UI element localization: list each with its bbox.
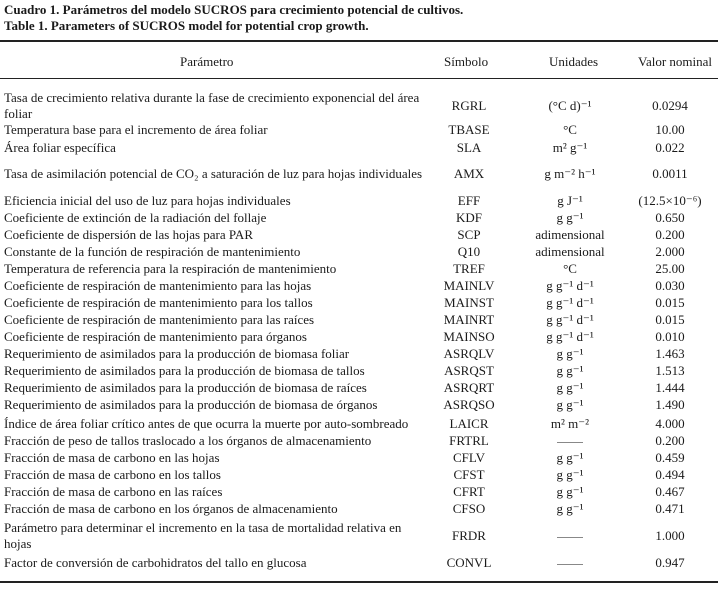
cell-parametro: Fracción de masa de carbono en las raíces — [4, 484, 223, 499]
cell-parametro: Área foliar específica — [4, 140, 116, 155]
cell-parametro: Parámetro para determinar el incremento en la tasa de mortalidad relativa en hojas — [4, 520, 402, 551]
cell-valor-nominal: 0.0294 — [652, 98, 688, 113]
cell-unidades: m² m⁻² — [550, 416, 590, 431]
cell-parametro: Factor de conversión de carbohidratos del tallo en glucosa — [4, 555, 307, 570]
caption-english: Table 1. Parameters of SUCROS model for potential crop growth. — [4, 18, 369, 33]
table-caption — [4, 2, 463, 34]
cell-unidades: adimensional — [535, 244, 605, 259]
cell-unidades-dash — [524, 433, 616, 449]
cell-simbolo: CFRT — [453, 484, 485, 499]
dash-line — [557, 442, 583, 443]
cell-unidades-dash — [524, 555, 616, 571]
cell-parametro: Requerimiento de asimilados para la producción de biomasa de raíces — [4, 380, 367, 395]
cell-unidades: g g⁻¹ — [556, 363, 584, 378]
cell-unidades: g g⁻¹ — [556, 450, 584, 465]
cell-valor-nominal: 4.000 — [655, 416, 685, 431]
cell-unidades: g g⁻¹ d⁻¹ — [546, 312, 594, 327]
cell-parametro: Coeficiente de extinción de la radiación del follaje — [4, 210, 267, 225]
cell-valor-nominal: (12.5×10⁻⁶) — [638, 193, 702, 208]
cell-simbolo: CFST — [453, 467, 485, 482]
caption-spanish: Cuadro 1. Parámetros del modelo SUCROS para crecimiento potencial de cultivos. — [4, 2, 464, 17]
cell-valor-nominal: 0.947 — [655, 555, 685, 570]
cell-unidades: g g⁻¹ — [556, 397, 584, 412]
header-simbolo: Símbolo — [444, 54, 489, 69]
cell-valor-nominal: 0.459 — [655, 450, 685, 465]
cell-unidades: g J⁻¹ — [557, 193, 583, 208]
cell-unidades: g g⁻¹ — [556, 501, 584, 516]
cell-simbolo: KDF — [455, 210, 482, 225]
cell-unidades: g g⁻¹ — [556, 346, 584, 361]
header-unidades: Unidades — [549, 54, 599, 69]
cell-valor-nominal: 0.471 — [655, 501, 685, 516]
cell-simbolo: AMX — [453, 166, 485, 181]
cell-valor-nominal: 1.444 — [655, 380, 685, 395]
cell-parametro: Coeficiente de respiración de mantenimiento para las hojas — [4, 278, 312, 293]
cell-valor-nominal: 0.467 — [655, 484, 685, 499]
top-rule — [0, 40, 718, 42]
cell-valor-nominal: 0.200 — [655, 433, 685, 448]
cell-simbolo: MAINSO — [443, 329, 495, 344]
cell-valor-nominal: 2.000 — [655, 244, 685, 259]
cell-valor-nominal: 10.00 — [655, 122, 685, 137]
cell-valor-nominal: 1.490 — [655, 397, 685, 412]
cell-unidades: g g⁻¹ d⁻¹ — [546, 295, 594, 310]
cell-simbolo: TREF — [453, 261, 485, 276]
cell-unidades: g g⁻¹ — [556, 380, 584, 395]
cell-unidades: g g⁻¹ — [556, 484, 584, 499]
cell-parametro: Coeficiente de dispersión de las hojas para PAR — [4, 227, 253, 242]
cell-unidades: °C — [563, 122, 577, 137]
cell-simbolo: ASRQSO — [443, 397, 495, 412]
cell-simbolo: CFLV — [452, 450, 486, 465]
cell-simbolo: CONVL — [446, 555, 492, 570]
cell-simbolo: EFF — [457, 193, 481, 208]
cell-valor-nominal: 1.513 — [655, 363, 685, 378]
cell-valor-nominal: 0.200 — [655, 227, 685, 242]
cell-parametro: Tasa de asimilación potencial de CO₂ a saturación de luz para hojas individuales — [4, 166, 423, 181]
cell-simbolo: ASRQLV — [443, 346, 495, 361]
cell-simbolo: SLA — [456, 140, 482, 155]
cell-simbolo: FRDR — [452, 528, 486, 543]
bottom-rule — [0, 581, 718, 583]
cell-unidades-dash — [524, 528, 616, 544]
cell-parametro: Coeficiente de respiración de mantenimiento para órganos — [4, 329, 307, 344]
cell-unidades: g g⁻¹ d⁻¹ — [546, 278, 594, 293]
cell-unidades: (°C d)⁻¹ — [548, 98, 592, 113]
cell-simbolo: MAINST — [444, 295, 494, 310]
cell-simbolo: TBASE — [448, 122, 490, 137]
cell-valor-nominal: 0.010 — [655, 329, 685, 344]
cell-parametro: Coeficiente de respiración de mantenimiento para las raíces — [4, 312, 315, 327]
cell-unidades: m² g⁻¹ — [552, 140, 588, 155]
cell-unidades: g g⁻¹ — [556, 467, 584, 482]
cell-valor-nominal: 0.015 — [655, 312, 685, 327]
dash-line — [557, 537, 583, 538]
cell-parametro: Constante de la función de respiración de mantenimiento — [4, 244, 301, 259]
cell-parametro: Índice de área foliar crítico antes de que ocurra la muerte por auto-sombreado — [4, 416, 409, 431]
header-parametro: Parámetro — [180, 54, 234, 69]
cell-parametro: Fracción de masa de carbono en los tallos — [4, 467, 221, 482]
cell-unidades: g m⁻² h⁻¹ — [544, 166, 596, 181]
cell-simbolo: SCP — [457, 227, 481, 242]
cell-simbolo: Q10 — [457, 244, 481, 259]
cell-parametro: Fracción de masa de carbono en los órganos de almacenamiento — [4, 501, 338, 516]
cell-parametro: Fracción de masa de carbono en las hojas — [4, 450, 220, 465]
cell-unidades: °C — [563, 261, 577, 276]
cell-parametro: Coeficiente de respiración de mantenimiento para los tallos — [4, 295, 313, 310]
dash-line — [557, 564, 583, 565]
cell-valor-nominal: 0.494 — [655, 467, 685, 482]
cell-valor-nominal: 1.000 — [655, 528, 685, 543]
header-rule — [0, 78, 718, 79]
cell-simbolo: ASRQRT — [443, 380, 495, 395]
cell-simbolo: RGRL — [451, 98, 487, 113]
cell-valor-nominal: 0.0011 — [652, 166, 688, 181]
header-valor-nominal: Valor nominal — [638, 54, 713, 69]
cell-valor-nominal: 0.650 — [655, 210, 685, 225]
cell-unidades: g g⁻¹ — [556, 210, 584, 225]
cell-parametro: Temperatura de referencia para la respiración de mantenimiento — [4, 261, 337, 276]
cell-parametro: Requerimiento de asimilados para la producción de biomasa foliar — [4, 346, 350, 361]
cell-valor-nominal: 25.00 — [655, 261, 685, 276]
cell-simbolo: CFSO — [452, 501, 486, 516]
cell-simbolo: FRTRL — [449, 433, 489, 448]
cell-parametro: Temperatura base para el incremento de área foliar — [4, 122, 268, 137]
cell-simbolo: MAINLV — [443, 278, 495, 293]
cell-parametro: Eficiencia inicial del uso de luz para hojas individuales — [4, 193, 291, 208]
cell-valor-nominal: 0.030 — [655, 278, 685, 293]
cell-unidades: g g⁻¹ d⁻¹ — [546, 329, 594, 344]
cell-simbolo: LAICR — [449, 416, 489, 431]
cell-valor-nominal: 0.022 — [655, 140, 685, 155]
cell-parametro: Requerimiento de asimilados para la producción de biomasa de tallos — [4, 363, 365, 378]
cell-valor-nominal: 1.463 — [655, 346, 685, 361]
cell-parametro: Requerimiento de asimilados para la producción de biomasa de órganos — [4, 397, 378, 412]
cell-parametro: Fracción de peso de tallos traslocado a los órganos de almacenamiento — [4, 433, 372, 448]
cell-parametro: Tasa de crecimiento relativa durante la fase de crecimiento exponencial del área foliar — [4, 90, 420, 121]
cell-unidades: adimensional — [535, 227, 605, 242]
cell-simbolo: MAINRT — [443, 312, 495, 327]
cell-simbolo: ASRQST — [444, 363, 494, 378]
cell-valor-nominal: 0.015 — [655, 295, 685, 310]
